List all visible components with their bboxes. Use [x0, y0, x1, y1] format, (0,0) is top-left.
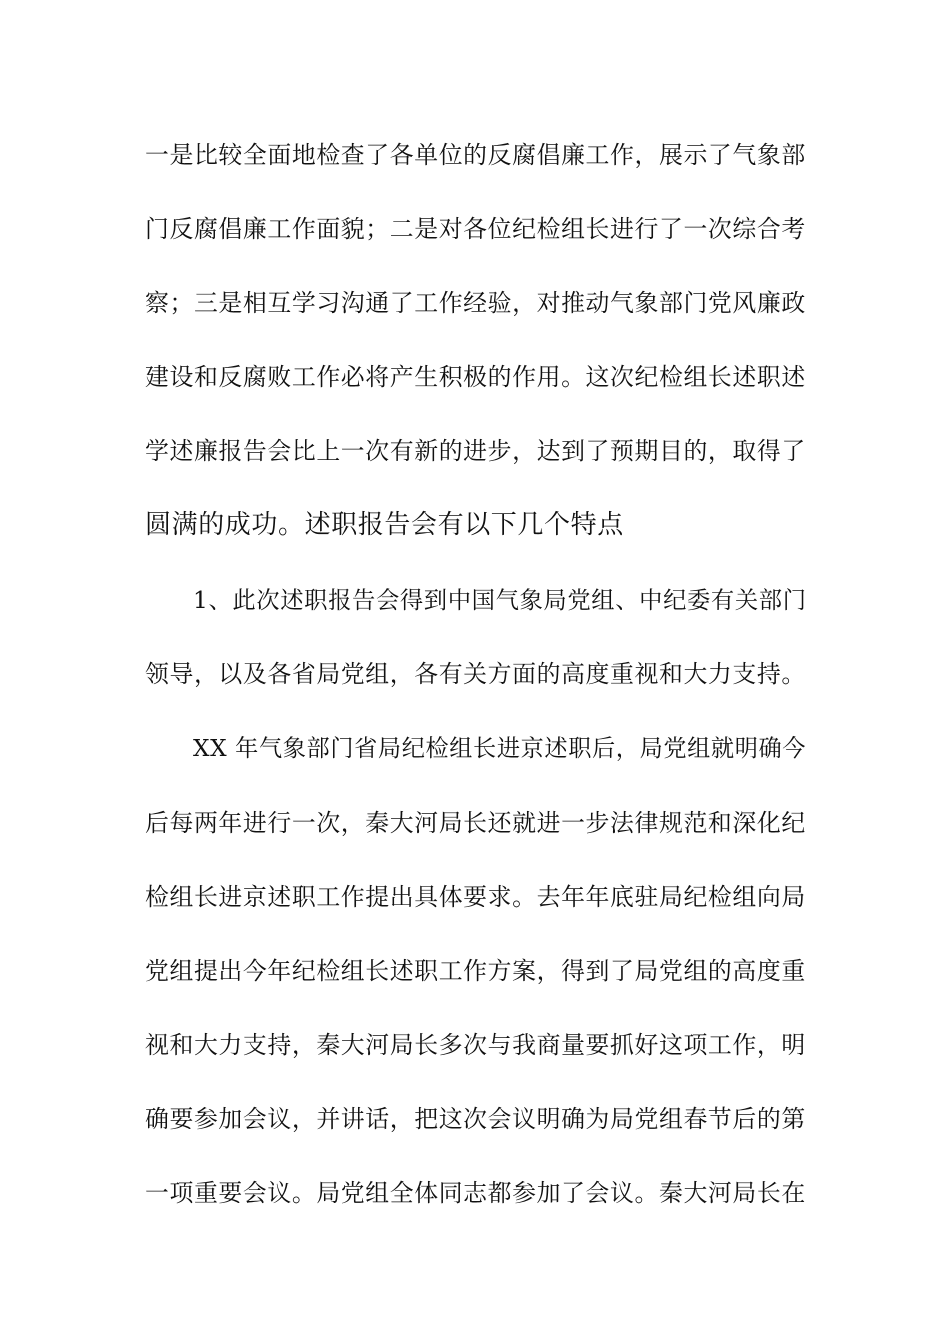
- text-line: 圆满的成功。述职报告会有以下几个特点: [145, 510, 624, 540]
- text-line: 领导，以及各省局党组，各有关方面的高度重视和大力支持。: [145, 660, 806, 688]
- text-line: XX 年气象部门省局纪检组长进京述职后，局党组就明确今: [193, 735, 807, 762]
- text-line: 视和大力支持，秦大河局长多次与我商量要抓好这项工作，明: [145, 1031, 806, 1059]
- text-line: 确要参加会议，并讲话，把这次会议明确为局党组春节后的第: [145, 1105, 806, 1133]
- text-line: 后每两年进行一次，秦大河局长还就进一步法律规范和深化纪: [145, 809, 806, 837]
- text-line: 一项重要会议。局党组全体同志都参加了会议。秦大河局长在: [145, 1179, 806, 1207]
- text-line: 检组长进京述职工作提出具体要求。去年年底驻局纪检组向局: [145, 883, 806, 911]
- text-line: 察；三是相互学习沟通了工作经验，对推动气象部门党风廉政: [145, 289, 806, 317]
- text-line: 一是比较全面地检查了各单位的反腐倡廉工作，展示了气象部: [145, 141, 806, 169]
- text-line: 门反腐倡廉工作面貌；二是对各位纪检组长进行了一次综合考: [145, 215, 806, 243]
- text-line: 1、此次述职报告会得到中国气象局党组、中纪委有关部门: [193, 586, 807, 614]
- text-line: 党组提出今年纪检组长述职工作方案，得到了局党组的高度重: [145, 957, 806, 985]
- text-line: 建设和反腐败工作必将产生积极的作用。这次纪检组长述职述: [145, 363, 806, 391]
- text-line: 学述廉报告会比上一次有新的进步，达到了预期目的，取得了: [145, 437, 806, 465]
